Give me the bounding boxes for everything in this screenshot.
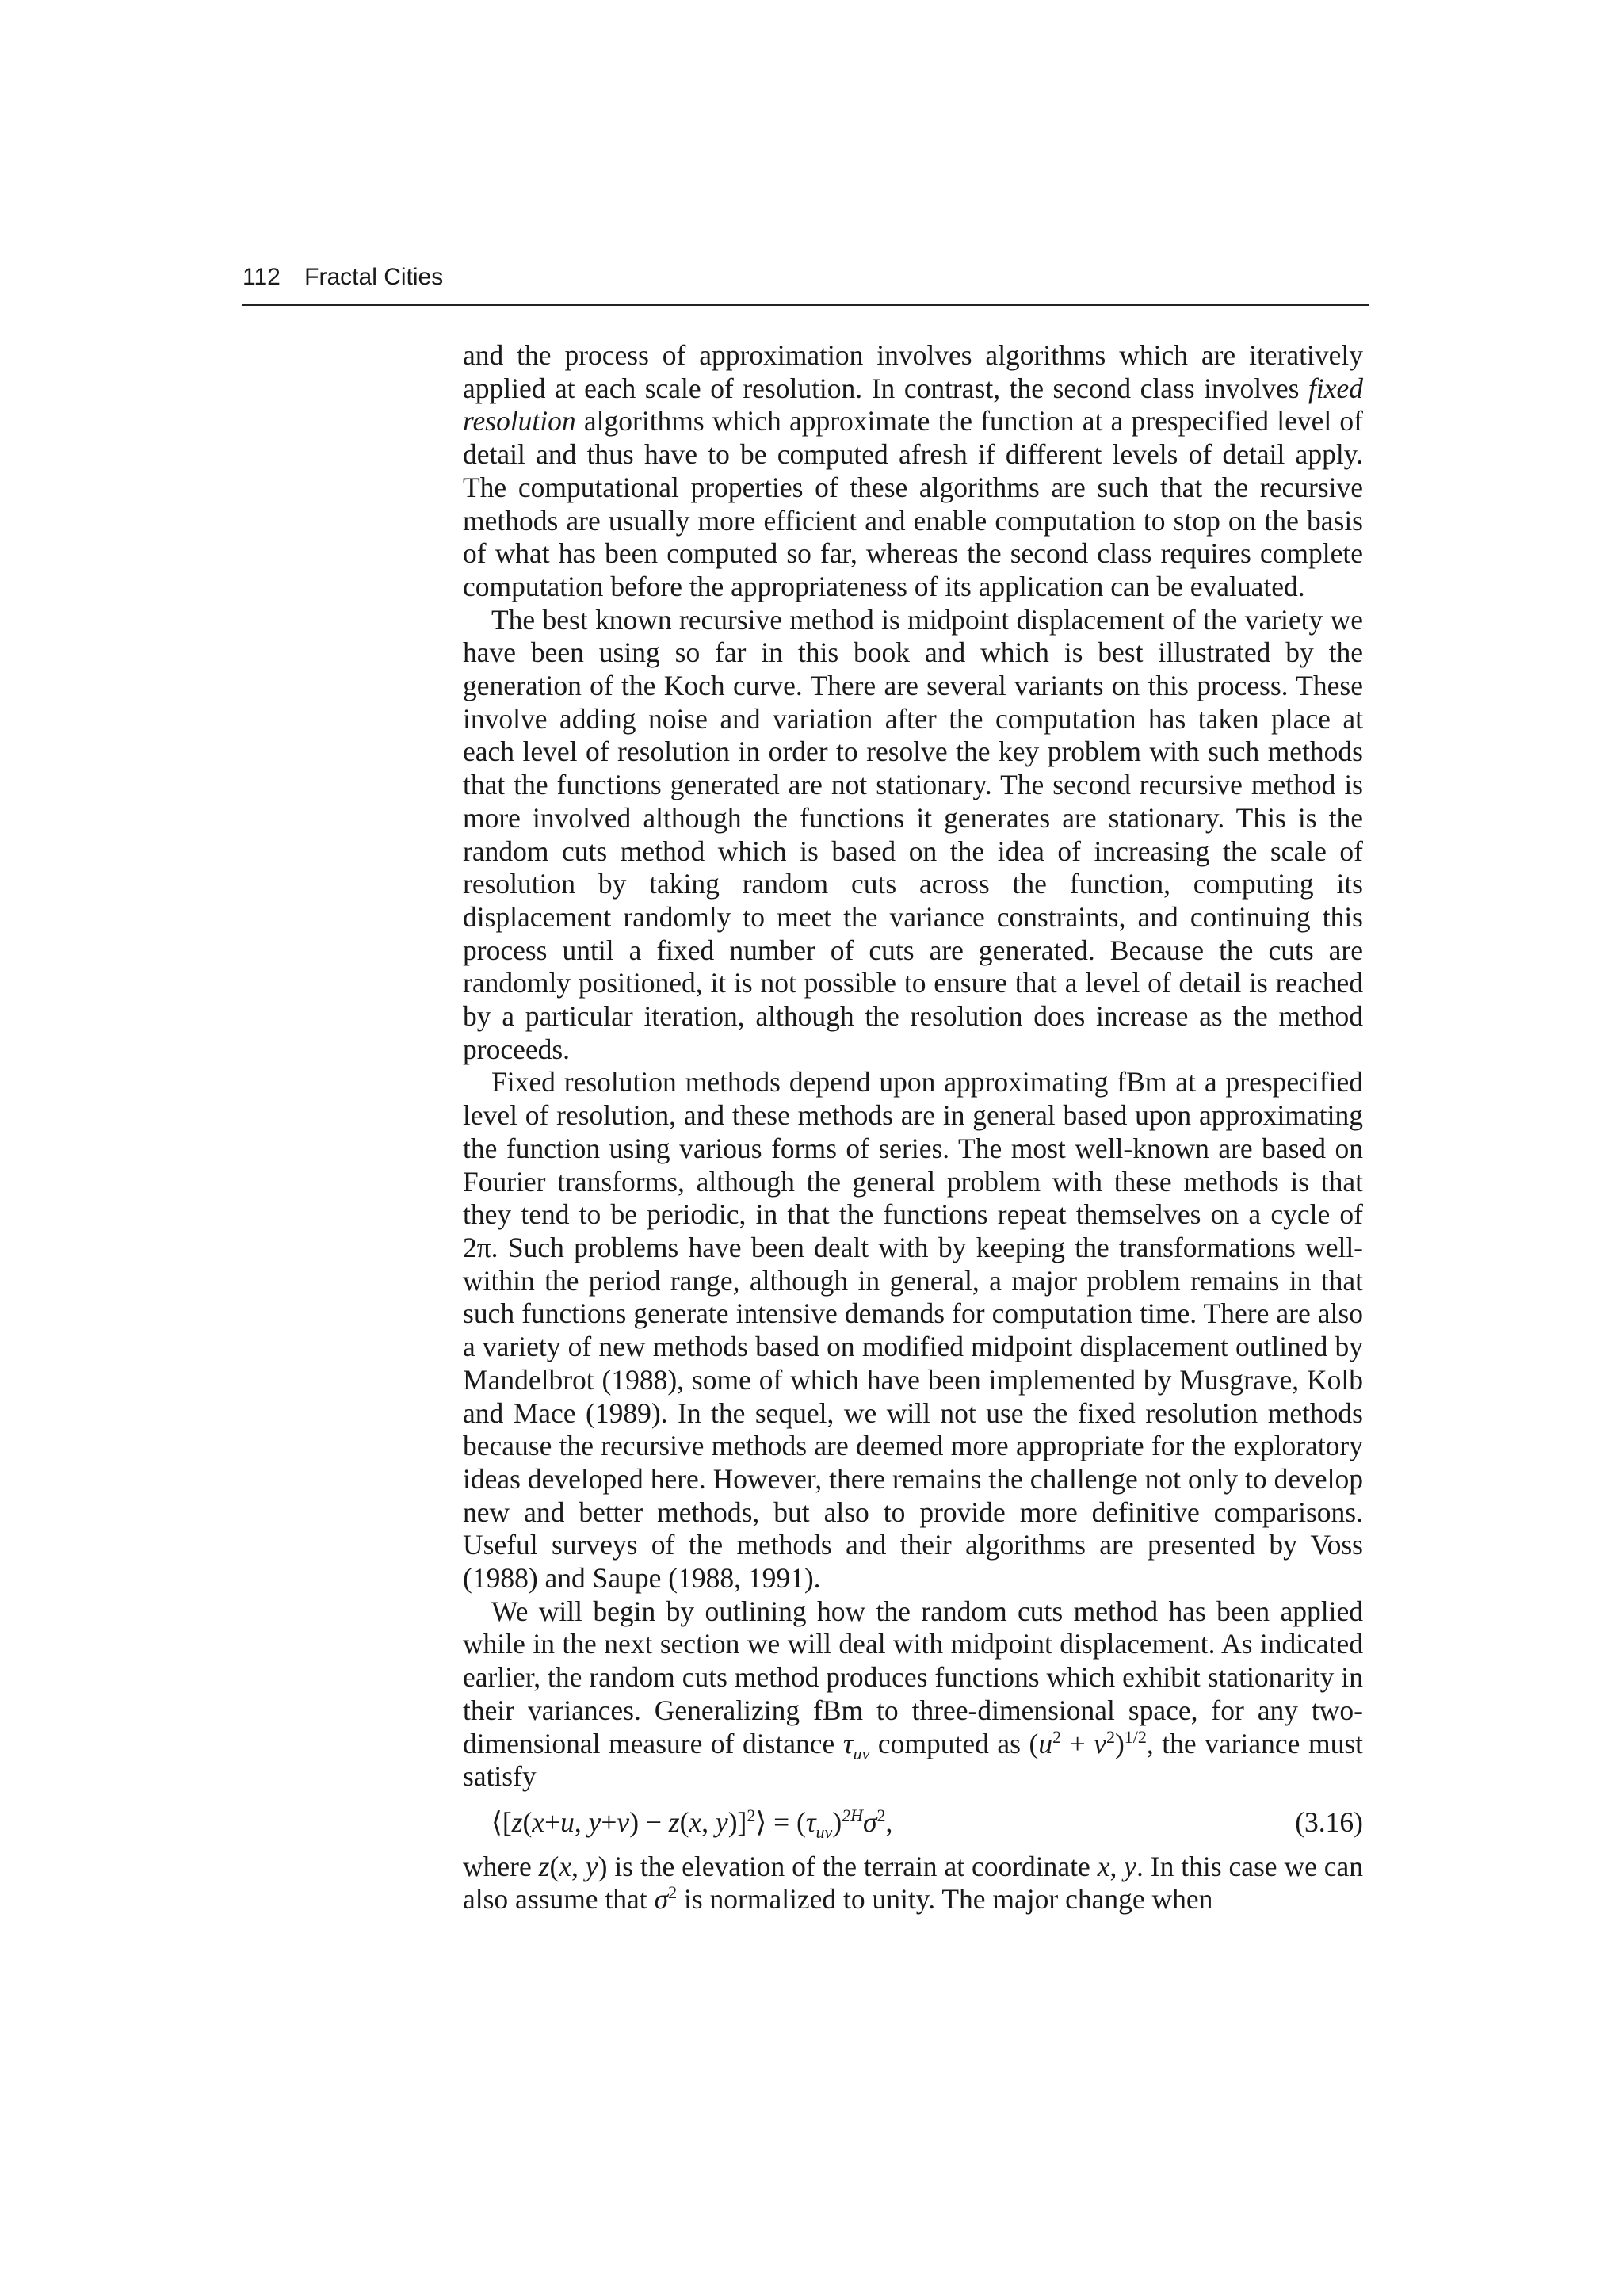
paragraph-5-text-d: ) is the elevation of the terrain at coordinate bbox=[598, 1850, 1098, 1882]
p5-x-2: x bbox=[1097, 1850, 1110, 1882]
equation-body bbox=[491, 1805, 893, 1843]
equation-number: (3.16) bbox=[1295, 1805, 1363, 1838]
eq-v: v bbox=[617, 1805, 630, 1838]
paragraph-4 bbox=[463, 1595, 1363, 1794]
eq-tau: τ bbox=[805, 1805, 816, 1838]
var-v: v bbox=[1094, 1727, 1106, 1759]
eq-close-paren: ) bbox=[832, 1805, 842, 1838]
running-title: Fractal Cities bbox=[304, 264, 444, 290]
eq-paren-2: ( bbox=[679, 1805, 689, 1838]
p5-comma: , bbox=[571, 1850, 586, 1882]
paragraph-5-text-a: where bbox=[463, 1850, 539, 1882]
tau-subscript: uv bbox=[853, 1743, 870, 1763]
close-paren: ) bbox=[1114, 1727, 1125, 1759]
paragraph-2: The best known recursive method is midpoint displacement of the variety we have been using so far in this book and which is best illustrated by the generation of the Koch curve. There are several variants on this process. These involve adding noise and variation after the computation has taken place at each level of resolution in order to resolve the key problem with such methods that the functions generated are not stationary. The second recursive method is more involved although the functions it generates are stationary. This is the random cuts method which is based on the idea of increasing the scale of resolution by taking random cuts across the function, computing its displacement randomly to meet the variance constraints, and continuing this process until a fixed number of cuts are generated. Because the cuts are randomly positioned, it is not possible to ensure that a level of detail is reached by a particular iteration, although the resolution does increase as the method proceeds. bbox=[463, 603, 1363, 1065]
paragraph-1-emphasis: fixed resolution bbox=[463, 372, 1363, 437]
eq-plus-2: + bbox=[601, 1805, 617, 1838]
eq-equals: ⟩ = ( bbox=[755, 1805, 806, 1838]
eq-close-bracket: )] bbox=[727, 1805, 747, 1838]
eq-z-2: z bbox=[668, 1805, 680, 1838]
paragraph-3: Fixed resolution methods depend upon approximating fBm at a prespecified level of resolution, and these methods are in general based upon approximating the function using various forms of series. The most well-known are based on Fourier transforms, although the general problem with these methods is that they tend to be periodic, in that the functions repeat themselves on a cycle of 2π. Such problems have been dealt with by keeping the transformations well-within the period range, although in general, a major problem remains in that such functions generate intensive demands for computation time. There are also a variety of new methods based on modified midpoint displacement outlined by Mandelbrot (1988), some of which have been implemented by Musgrave, Kolb and Mace (1989). In the sequel, we will not use the fixed resolution methods because the recursive methods are deemed more appropriate for the exploratory ideas developed here. However, there remains the challenge not only to develop new and better methods, but also to provide more definitive comparisons. Useful surveys of the methods and their algorithms are presented by Voss (1988) and Saupe (1988, 1991). bbox=[463, 1066, 1363, 1595]
paragraph-5-text-f: . In this case we can also assume that bbox=[463, 1850, 1363, 1916]
u-square: 2 bbox=[1052, 1726, 1062, 1747]
eq-z: z bbox=[511, 1805, 523, 1838]
paragraph-1-text-a: and the process of approximation involves algorithms which are iteratively applied at each scale of resolution. In contrast, the second class involves bbox=[463, 339, 1363, 404]
eq-y-2: y bbox=[715, 1805, 728, 1838]
paragraph-5 bbox=[463, 1851, 1363, 1916]
eq-trailing-comma: , bbox=[885, 1805, 893, 1838]
v-square: 2 bbox=[1106, 1726, 1115, 1747]
tau-symbol: τ bbox=[842, 1727, 854, 1759]
eq-comma: , bbox=[574, 1805, 589, 1838]
paragraph-1 bbox=[463, 339, 1363, 604]
running-head bbox=[242, 262, 1369, 306]
eq-u: u bbox=[560, 1805, 575, 1838]
plus-sign: + bbox=[1061, 1727, 1094, 1759]
p5-y-2: y bbox=[1124, 1850, 1137, 1882]
eq-tau-subscript: uv bbox=[815, 1822, 833, 1843]
eq-plus: + bbox=[544, 1805, 561, 1838]
eq-x: x bbox=[532, 1805, 545, 1838]
p5-sigma-square: 2 bbox=[668, 1882, 678, 1903]
p5-sigma: σ bbox=[654, 1883, 669, 1916]
page-number: 112 bbox=[242, 264, 281, 290]
paragraph-1-text-b: algorithms which approximate the function at a prespecified level of detail and thus have to be computed afresh if different levels of detail apply. The computational properties of these algorithms are such that the recursive methods are usually more efficient and enable computation to stop on the basis of what has been computed so far, whereas the second class requires complete computation before the appropriateness of its application can be evaluated. bbox=[463, 405, 1363, 602]
eq-paren: ( bbox=[522, 1805, 533, 1838]
paragraph-5-text-g: is normalized to unity. The major change when bbox=[677, 1883, 1213, 1916]
eq-open: ⟨[ bbox=[491, 1805, 512, 1838]
equation-3-16 bbox=[463, 1805, 1363, 1843]
eq-minus: ) − bbox=[629, 1805, 669, 1838]
paragraph-4-text-d: , the variance must satisfy bbox=[463, 1727, 1363, 1793]
body-text bbox=[463, 339, 1363, 1916]
eq-comma-2: , bbox=[701, 1805, 716, 1838]
half-exponent: 1/2 bbox=[1124, 1726, 1147, 1747]
eq-x-2: x bbox=[689, 1805, 702, 1838]
eq-sigma-square: 2 bbox=[876, 1805, 886, 1826]
p5-x: x bbox=[559, 1850, 572, 1882]
eq-exponent: 2H bbox=[842, 1805, 864, 1826]
p5-y: y bbox=[585, 1850, 598, 1882]
p5-paren: ( bbox=[549, 1850, 559, 1882]
paragraph-4-text-a: We will begin by outlining how the random cuts method has been applied while in the next section we will deal with midpoint displacement. As indicated earlier, the random cuts method produces functions which exhibit stationarity in their variances. Generalizing fBm to three-dimensional space, for any two-dimensional measure of distance bbox=[463, 1595, 1363, 1759]
paragraph-4-text-b: computed as ( bbox=[869, 1727, 1039, 1759]
p5-z: z bbox=[538, 1850, 550, 1882]
p5-comma-2: , bbox=[1109, 1850, 1125, 1882]
var-u: u bbox=[1038, 1727, 1053, 1759]
eq-y: y bbox=[588, 1805, 601, 1838]
eq-square: 2 bbox=[747, 1805, 756, 1826]
eq-sigma: σ bbox=[863, 1805, 877, 1838]
